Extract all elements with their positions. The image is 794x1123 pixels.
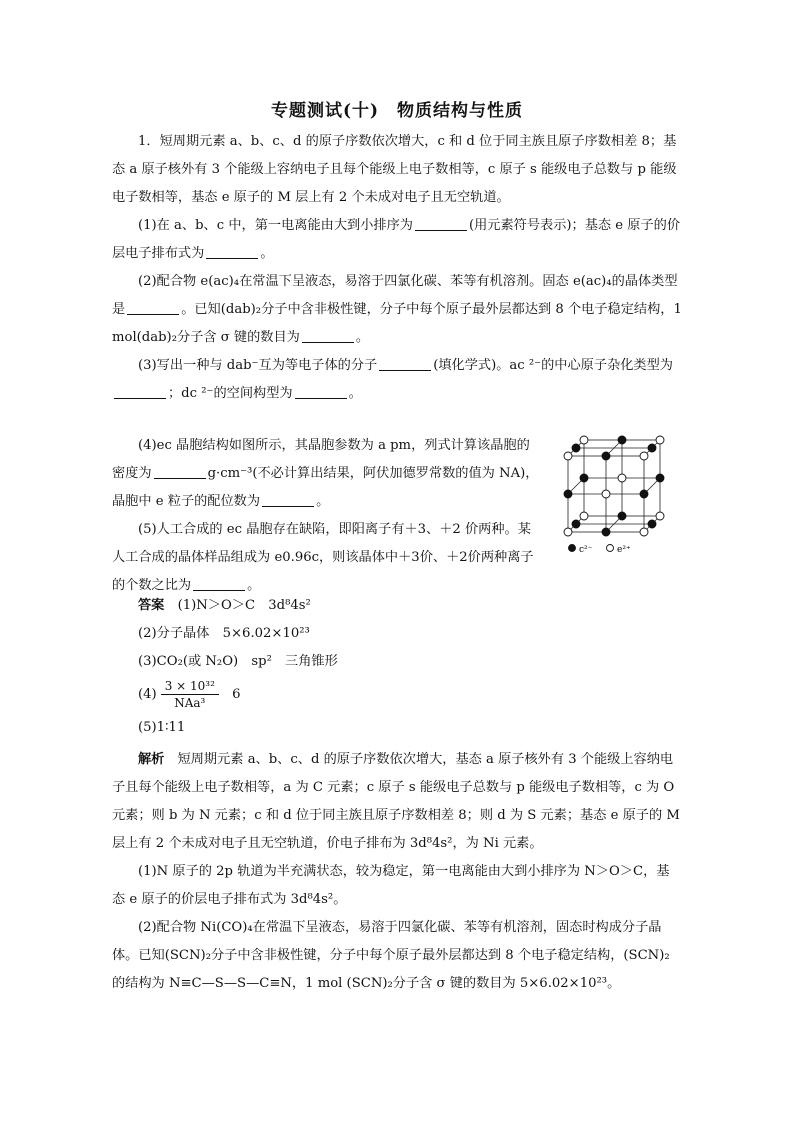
ion-filled xyxy=(640,490,648,498)
density-fraction: $\frac{\text{3 × 10³²}}{\text{NAa³}}$ xyxy=(161,679,219,710)
ion-open xyxy=(602,490,610,498)
ion-open xyxy=(564,528,572,536)
answer-blank xyxy=(206,244,258,259)
ion-open xyxy=(618,474,626,482)
answer-label: 答案 xyxy=(138,598,165,613)
ion-open xyxy=(580,512,588,520)
legend-open-dot xyxy=(607,545,614,552)
analysis-label: 解析 xyxy=(138,752,165,767)
ion-filled xyxy=(618,512,626,520)
answer-blank xyxy=(114,384,166,399)
ion-open xyxy=(640,528,648,536)
legend-e-label: e²⁺ xyxy=(617,545,631,555)
page-title: 专题测试(十) 物质结构与性质 xyxy=(270,101,524,121)
ion-filled xyxy=(602,452,610,460)
ion-open xyxy=(640,452,648,460)
ion-filled xyxy=(602,528,610,536)
ion-filled xyxy=(572,444,580,452)
answer-blank xyxy=(127,300,179,315)
ion-filled xyxy=(580,474,588,482)
ion-filled xyxy=(648,520,656,528)
analysis-part-1: (1)N 原子的 2p 轨道为半充满状态，较为稳定，第一电离能由大到小排序为 N＞O＞C，基态 e 原子的价层电子排布式为 3d⁸4s²。 xyxy=(112,864,670,907)
ion-filled xyxy=(618,436,626,444)
answer-section: 答案 (1)N＞O＞C 3d⁸4s² (2)分子晶体 5×6.02×10²³ (3)CO₂(或 N₂O) sp² 三角锥形 (4) $\frac{\text{3 × 10³²}}{\text{NAa³}}$ 6 (5)1∶11 xyxy=(138,598,338,735)
ion-open xyxy=(656,512,664,520)
analysis-part-2: (2)配合物 Ni(CO)₄在常温下呈液态，易溶于四氯化碳、苯等有机溶剂，固态时构成分子晶体。已知(SCN)₂分子中含非极性键，分子中每个原子最外层都达到 8 个电子稳定结构，(SCN)₂的结构为 N≡C—S—S—C≡N，1 mol (SCN)₂分子含 σ 键的数目为 5×6.02×10²³。 xyxy=(112,920,670,991)
question-part-4: (4)ec 晶胞结构如图所示，其晶胞参数为 a pm，列式计算该晶胞的密度为 g·cm⁻³(不必计算出结果，阿伏加德罗常数的值为 NA)，晶胞中 e 粒子的配位数为 。 xyxy=(112,438,539,509)
ion-filled xyxy=(564,490,572,498)
question-part-3: (3)写出一种与 dab⁻互为等电子体的分子 (填化学式)。ac ²⁻的中心原子杂化类型为；dc ²⁻的空间构型为 。 xyxy=(112,352,682,408)
ion-open xyxy=(564,452,572,460)
answer-blank xyxy=(379,356,431,371)
crystal-cell-figure xyxy=(556,432,674,558)
ion-filled xyxy=(648,444,656,452)
ion-filled xyxy=(572,520,580,528)
legend-filled-dot xyxy=(569,545,576,552)
answer-blank xyxy=(415,216,467,231)
analysis-section: 解析 短周期元素 a、b、c、d 的原子序数依次增大，基态 a 原子核外有 3 个能级上容纳电子且每个能级上电子数相等，a 为 C 元素；c 原子 s 能级电子总数与 p 能级电子数相等，c 为 O 元素；则 b 为 N 元素；c 和 d 位于同主族且原子序数相差 8；则 d 为 S 元素；基态 e 原子的 M 层上有 2 个未成对电子且无空轨道，价电子排布为 3d⁸4s²，为 Ni 元素。 xyxy=(112,752,680,851)
answer-blank xyxy=(302,328,354,343)
question-part-5: (5)人工合成的 ec 晶胞存在缺陷，即阳离子有＋3、＋2 价两种。某人工合成的晶体样品组成为 e0.96c，则该晶体中＋3价、＋2价两种离子的个数之比为 。 xyxy=(112,522,534,593)
question-part-2: (2)配合物 e(ac)₄在常温下呈液态，易溶于四氯化碳、苯等有机溶剂。固态 e(ac)₄的晶体类型是 。已知(dab)₂分子中含非极性键，分子中每个原子最外层都达到 8 个电子稳定结构，1 mol(dab)₂分子含 σ 键的数目为 。 xyxy=(112,274,682,345)
ion-open xyxy=(656,436,664,444)
question-part-1: (1)在 a、b、c 中，第一电离能由大到小排序为 (用元素符号表示)；基态 e 原子的价层电子排布式为 。 xyxy=(112,218,681,261)
answer-blank xyxy=(154,464,206,479)
question-intro: 1．短周期元素 a、b、c、d 的原子序数依次增大，c 和 d 位于同主族且原子序数相差 8；基态 a 原子核外有 3 个能级上容纳电子且每个能级上电子数相等，c 原子 s 能级电子总数与 p 能级电子数相等，基态 e 原子的 M 层上有 2 个未成对电子且无空轨道。 xyxy=(112,134,677,205)
answer-blank xyxy=(262,492,314,507)
answer-blank xyxy=(193,576,245,591)
legend-c-label: c²⁻ xyxy=(579,545,593,555)
ion-filled xyxy=(656,474,664,482)
answer-blank xyxy=(295,384,347,399)
ion-open xyxy=(580,436,588,444)
